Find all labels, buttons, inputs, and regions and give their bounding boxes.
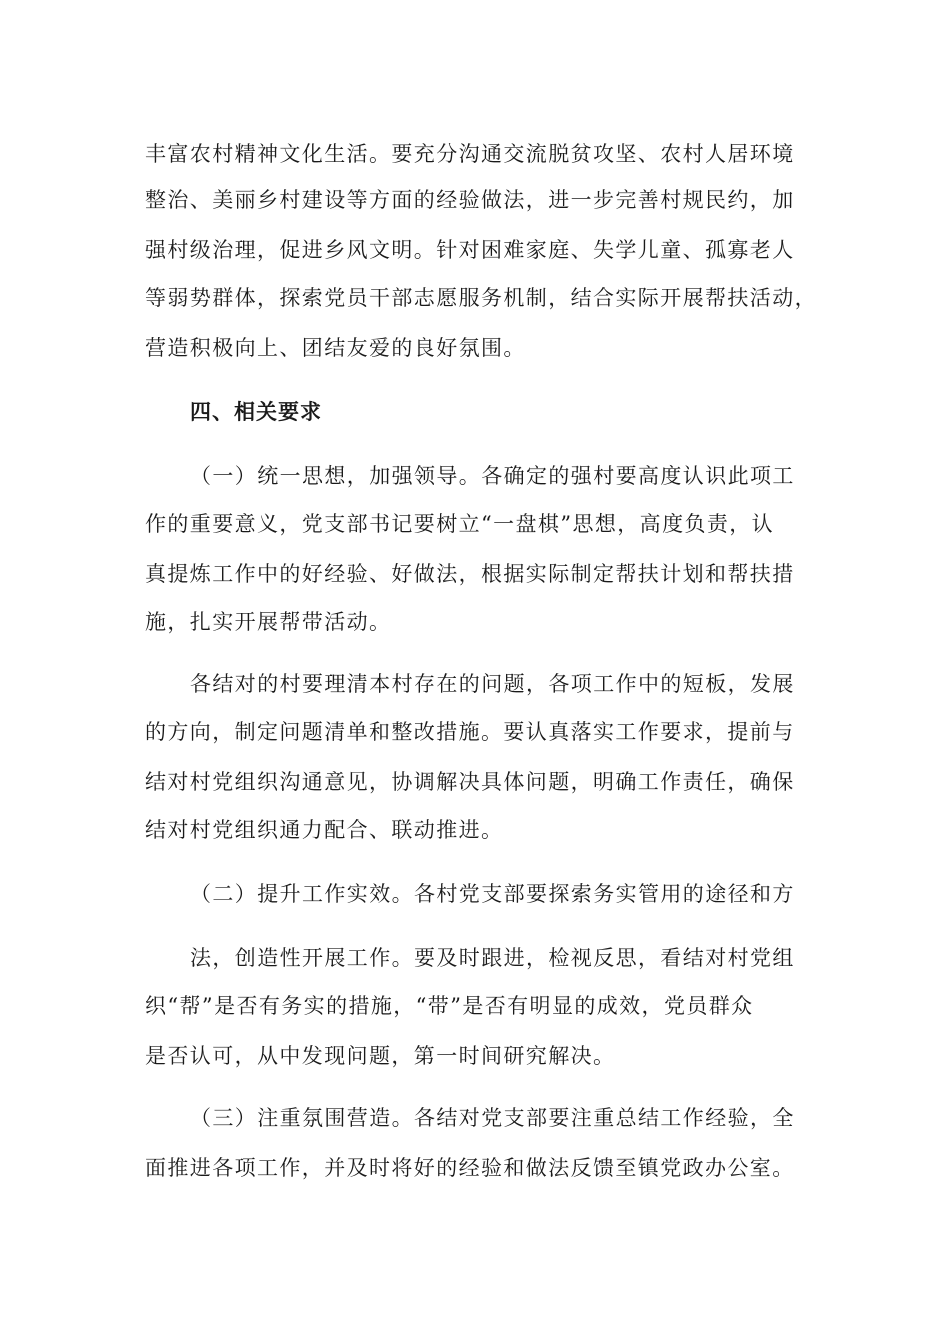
paragraph-line: （三）注重氛围营造。各结对党支部要注重总结工作经验，全 — [190, 1106, 795, 1130]
paragraph-line: 面推进各项工作，并及时将好的经验和做法反馈至镇党政办公室。 — [145, 1156, 795, 1180]
paragraph-line: 织“帮”是否有务实的措施，“带”是否有明显的成效，党员群众 — [145, 994, 754, 1018]
paragraph-line: 法，创造性开展工作。要及时跟进，检视反思，看结对村党组 — [190, 946, 795, 970]
paragraph-line: （二）提升工作实效。各村党支部要探索务实管用的途径和方 — [190, 882, 795, 906]
paragraph-line: 营造积极向上、团结友爱的良好氛围。 — [145, 336, 526, 360]
paragraph-line: 结对村党组织沟通意见，协调解决具体问题，明确工作责任，确保 — [145, 770, 795, 794]
paragraph-line: 真提炼工作中的好经验、好做法，根据实际制定帮扶计划和帮扶措 — [145, 562, 795, 586]
paragraph-line: 是否认可，从中发现问题，第一时间研究解决。 — [145, 1044, 616, 1068]
paragraph-line: 作的重要意义，党支部书记要树立“一盘棋”思想，高度负责，认 — [145, 512, 775, 536]
paragraph-line: 丰富农村精神文化生活。要充分沟通交流脱贫攻坚、农村人居环境 — [145, 142, 795, 166]
paragraph-line: 整治、美丽乡村建设等方面的经验做法，进一步完善村规民约，加 — [145, 188, 795, 212]
paragraph-line: 等弱势群体，探索党员干部志愿服务机制，结合实际开展帮扶活动， — [145, 286, 817, 310]
paragraph-line: 结对村党组织通力配合、联动推进。 — [145, 818, 504, 842]
paragraph-line: 的方向，制定问题清单和整改措施。要认真落实工作要求，提前与 — [145, 720, 795, 744]
paragraph-line: 强村级治理，促进乡风文明。针对困难家庭、失学儿童、孤寡老人 — [145, 238, 795, 262]
paragraph-line: 施，扎实开展帮带活动。 — [145, 610, 392, 634]
paragraph-line: 各结对的村要理清本村存在的问题，各项工作中的短板，发展 — [190, 672, 795, 696]
section-heading: 四、相关要求 — [190, 399, 322, 424]
paragraph-line: （一）统一思想，加强领导。各确定的强村要高度认识此项工 — [190, 464, 795, 488]
